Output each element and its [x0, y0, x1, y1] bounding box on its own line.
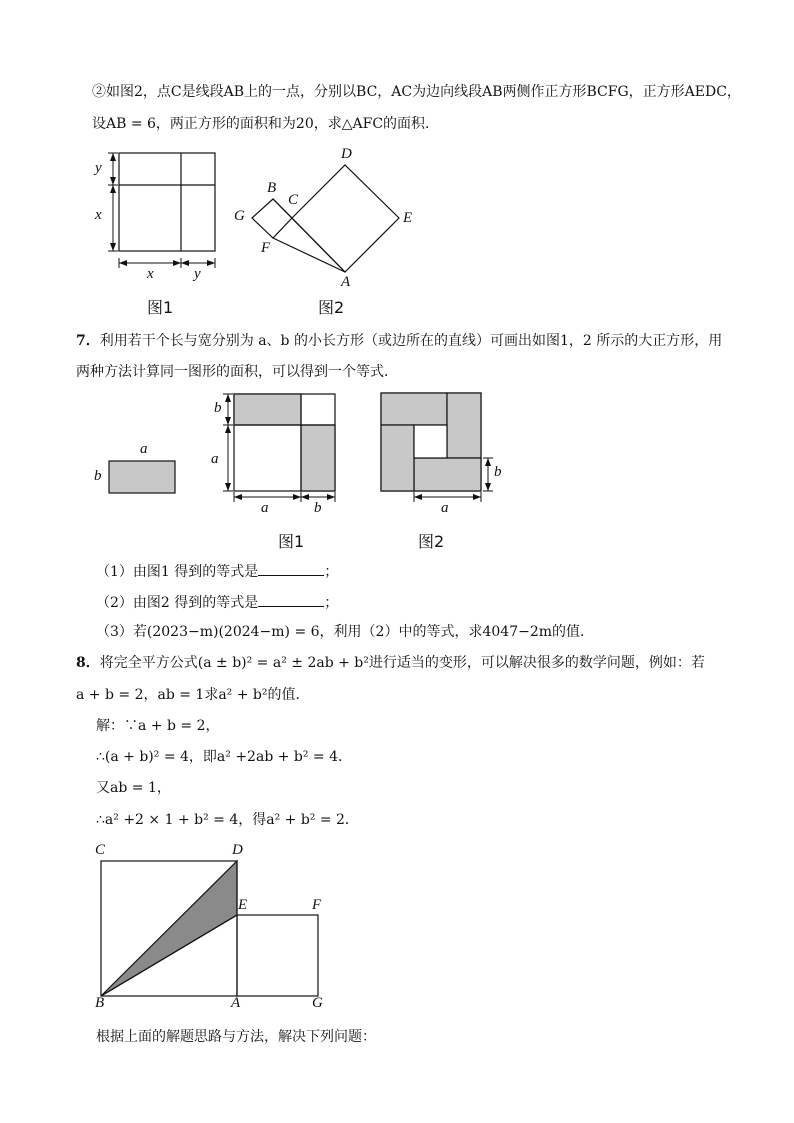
- fig1-label-x-side: x: [95, 207, 102, 223]
- p7-fig2-caption: 图2: [418, 532, 445, 551]
- p7-fig1-label-b-top: b: [214, 400, 222, 416]
- solution-line2: ∴(a + b)² = 4，即a² +2ab + b² = 4．: [96, 749, 353, 765]
- p8-label-G: G: [312, 995, 323, 1011]
- problem8-closing: 根据上面的解题思路与方法，解决下列问题：: [96, 1029, 376, 1045]
- p8-label-D: D: [232, 842, 243, 858]
- p8-label-A: A: [231, 995, 241, 1011]
- q2-semicolon: ；: [324, 595, 339, 611]
- solution-line4: ∴a² +2 × 1 + b² = 4，得a² + b² = 2．: [96, 812, 359, 828]
- p7-fig1-label-a-bottom: a: [261, 500, 269, 516]
- p8-label-E: E: [238, 897, 248, 913]
- problem7-line2: 两种方法计算同一图形的面积，可以得到一个等式．: [76, 364, 398, 380]
- p8-label-B: B: [95, 995, 105, 1011]
- p7-fig2-label-b-right: b: [494, 464, 502, 480]
- problem8-line2: a + b = 2，ab = 1求a² + b²的值．: [76, 687, 310, 703]
- fig2-label-F: F: [261, 240, 271, 256]
- p7-fig1-label-b-bottom: b: [314, 500, 322, 516]
- solution-line1: 解：∵a + b = 2，: [96, 718, 220, 734]
- problem8-number: 8．: [76, 655, 100, 671]
- small-rect-label-b: b: [94, 468, 102, 484]
- fig1-label-x-bottom: x: [147, 266, 154, 282]
- fig1-caption: 图1: [147, 298, 174, 317]
- fig2-label-C: C: [288, 192, 299, 208]
- problem6-part2-line1: ②如图2，点C是线段AB上的一点，分别以BC，AC为边向线段AB两侧作正方形BCFG，正方形AEDC，: [92, 84, 741, 100]
- problem7-text1: 利用若干个长与宽分别为 a、b 的小长方形（或边所在的直线）可画出如图1，2 所示的大正方形，用: [99, 333, 723, 349]
- p7-fig2-label-a-bottom: a: [441, 500, 449, 516]
- solution-line3: 又ab = 1，: [96, 780, 171, 796]
- problem6-part2-line2: 设AB = 6，两正方形的面积和为20，求△AFC的面积．: [92, 116, 440, 132]
- fig2-label-D: D: [341, 146, 352, 162]
- fig2-label-G: G: [234, 208, 245, 224]
- fig2-label-B: B: [267, 180, 277, 196]
- q1-text: （1）由图1 得到的等式是: [96, 564, 259, 580]
- small-rect-label-a: a: [140, 441, 148, 457]
- fig2-label-A: A: [341, 274, 351, 290]
- problem7-q3: （3）若(2023−m)(2024−m) = 6，利用（2）中的等式，求4047−2m的值．: [96, 624, 595, 640]
- fig2-caption: 图2: [318, 298, 345, 317]
- fig1-label-y-bottom: y: [194, 266, 201, 282]
- fig1-label-y-top: y: [95, 160, 102, 176]
- q1-semicolon: ；: [324, 564, 339, 580]
- fig2-label-E: E: [403, 210, 413, 226]
- q2-text: （2）由图2 得到的等式是: [96, 595, 259, 611]
- problem7-number: 7．: [76, 333, 100, 349]
- p8-label-C: C: [95, 842, 106, 858]
- problem8-text1: 将完全平方公式(a ± b)² = a² ± 2ab + b²进行适当的变形，可以解决很多的数学问题，例如：若: [99, 655, 705, 671]
- p8-label-F: F: [312, 897, 322, 913]
- p7-fig1-caption: 图1: [278, 532, 305, 551]
- p7-fig1-label-a-side: a: [211, 451, 219, 467]
